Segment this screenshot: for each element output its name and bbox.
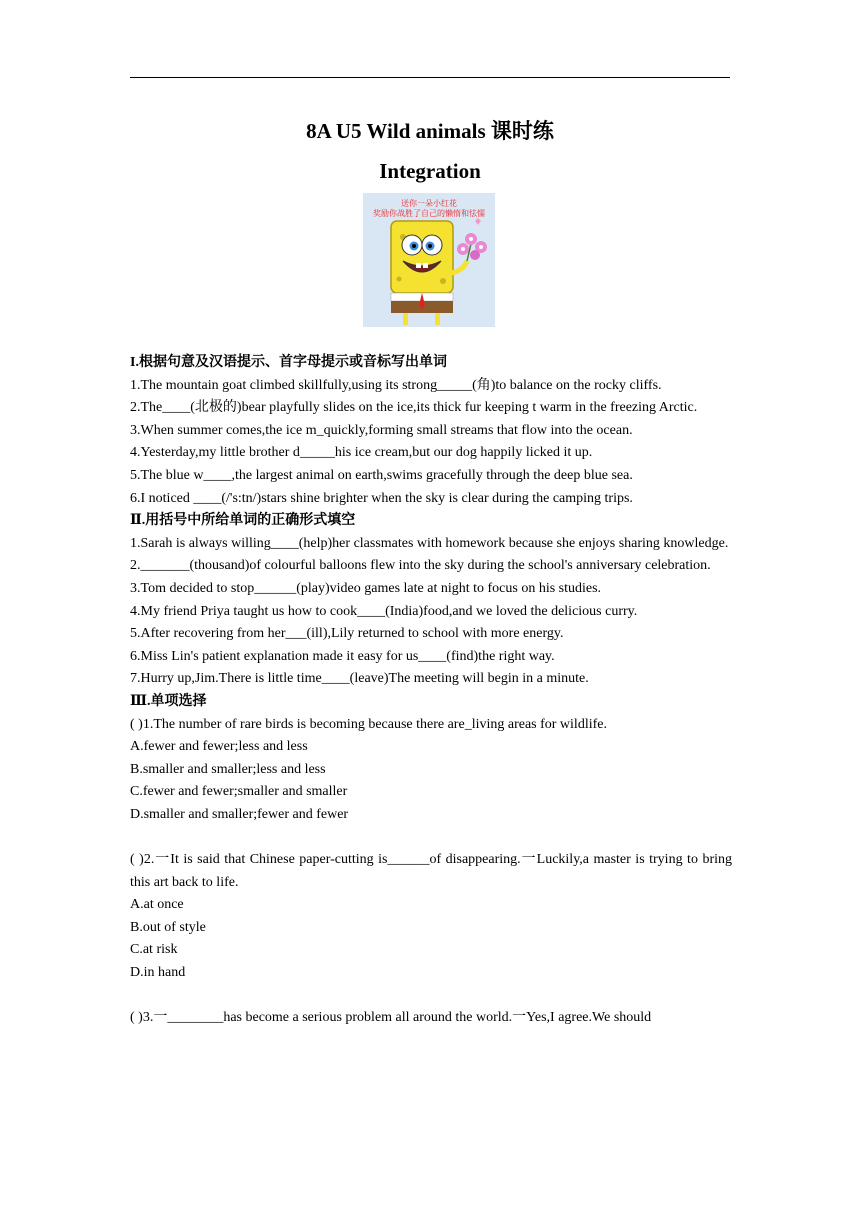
blank-line: [130, 985, 732, 1008]
section1-item-2: 2.The____(北极的)bear playfully slides on the ice,its thick fur keeping t warm in the freezing Arctic.: [130, 400, 698, 416]
section2-item-2: 2._______(thousand)of colourful balloons flew into the sky during the school's anniversary celebration.: [130, 558, 711, 574]
question1-option-a: A.fewer and fewer;less and less: [130, 739, 308, 755]
spongebob-illustration: [363, 193, 495, 327]
question1-option-c: C.fewer and fewer;smaller and smaller: [130, 784, 348, 800]
section2-item-1: 1.Sarah is always willing____(help)her classmates with homework because she enjoys sharing knowledge.: [130, 535, 729, 551]
question1-stem: ( )1.The number of rare birds is becoming because there are_living areas for wildlife.: [130, 716, 607, 732]
question2-stem: ( )2.一It is said that Chinese paper-cutting is______of disappearing.一Luckily,a master is trying to bring this art back to life.: [130, 852, 732, 890]
section3-heading: Ⅲ.单项选择: [130, 693, 207, 709]
question2-option-b: B.out of style: [130, 919, 206, 935]
blank-line: [130, 826, 732, 849]
section2-item-7: 7.Hurry up,Jim.There is little time____(leave)The meeting will begin in a minute.: [130, 671, 589, 687]
section2-item-6: 6.Miss Lin's patient explanation made it easy for us____(find)the right way.: [130, 648, 555, 664]
section1-item-4: 4.Yesterday,my little brother d_____his ice cream,but our dog happily licked it up.: [130, 445, 593, 461]
question1-option-d: D.smaller and smaller;fewer and fewer: [130, 806, 349, 822]
image-caption-line1: 送你一朵小红花: [401, 199, 457, 208]
section1-item-6: 6.I noticed ____(/'s:tn/)stars shine brighter when the sky is clear during the camping trips.: [130, 490, 633, 506]
image-caption-line2: 奖励你战胜了自己的懒惰和怯懦: [373, 209, 485, 218]
question2-option-c: C.at risk: [130, 942, 178, 958]
section1-item-5: 5.The blue w____,the largest animal on earth,swims gracefully through the deep blue sea.: [130, 467, 633, 483]
question2-option-a: A.at once: [130, 897, 184, 913]
spongebob-flower-image: [363, 193, 495, 327]
question2-option-d: D.in hand: [130, 965, 186, 981]
section1-item-3: 3.When summer comes,the ice m_quickly,forming small streams that flow into the ocean.: [130, 422, 633, 438]
page-title: 8A U5 Wild animals 课时练: [306, 119, 554, 143]
page-subtitle: Integration: [379, 159, 481, 183]
section2-item-4: 4.My friend Priya taught us how to cook____(India)food,and we loved the delicious curry.: [130, 603, 638, 619]
worksheet-content: [130, 352, 732, 1030]
section1-item-1: 1.The mountain goat climbed skillfully,using its strong_____(角)to balance on the rocky cliffs.: [130, 377, 662, 393]
question3-stem: ( )3.一________has become a serious problem all around the world.一Yes,I agree.We should: [130, 1010, 652, 1026]
header-rule: [130, 77, 730, 78]
section2-item-5: 5.After recovering from her___(ill),Lily returned to school with more energy.: [130, 626, 564, 642]
section1-heading: I.根据句意及汉语提示、首字母提示或音标写出单词: [130, 355, 447, 370]
section2-item-3: 3.Tom decided to stop______(play)video games late at night to focus on his studies.: [130, 580, 602, 596]
question1-option-b: B.smaller and smaller;less and less: [130, 761, 326, 777]
section2-heading: Ⅱ.用括号中所给单词的正确形式填空: [130, 513, 356, 529]
